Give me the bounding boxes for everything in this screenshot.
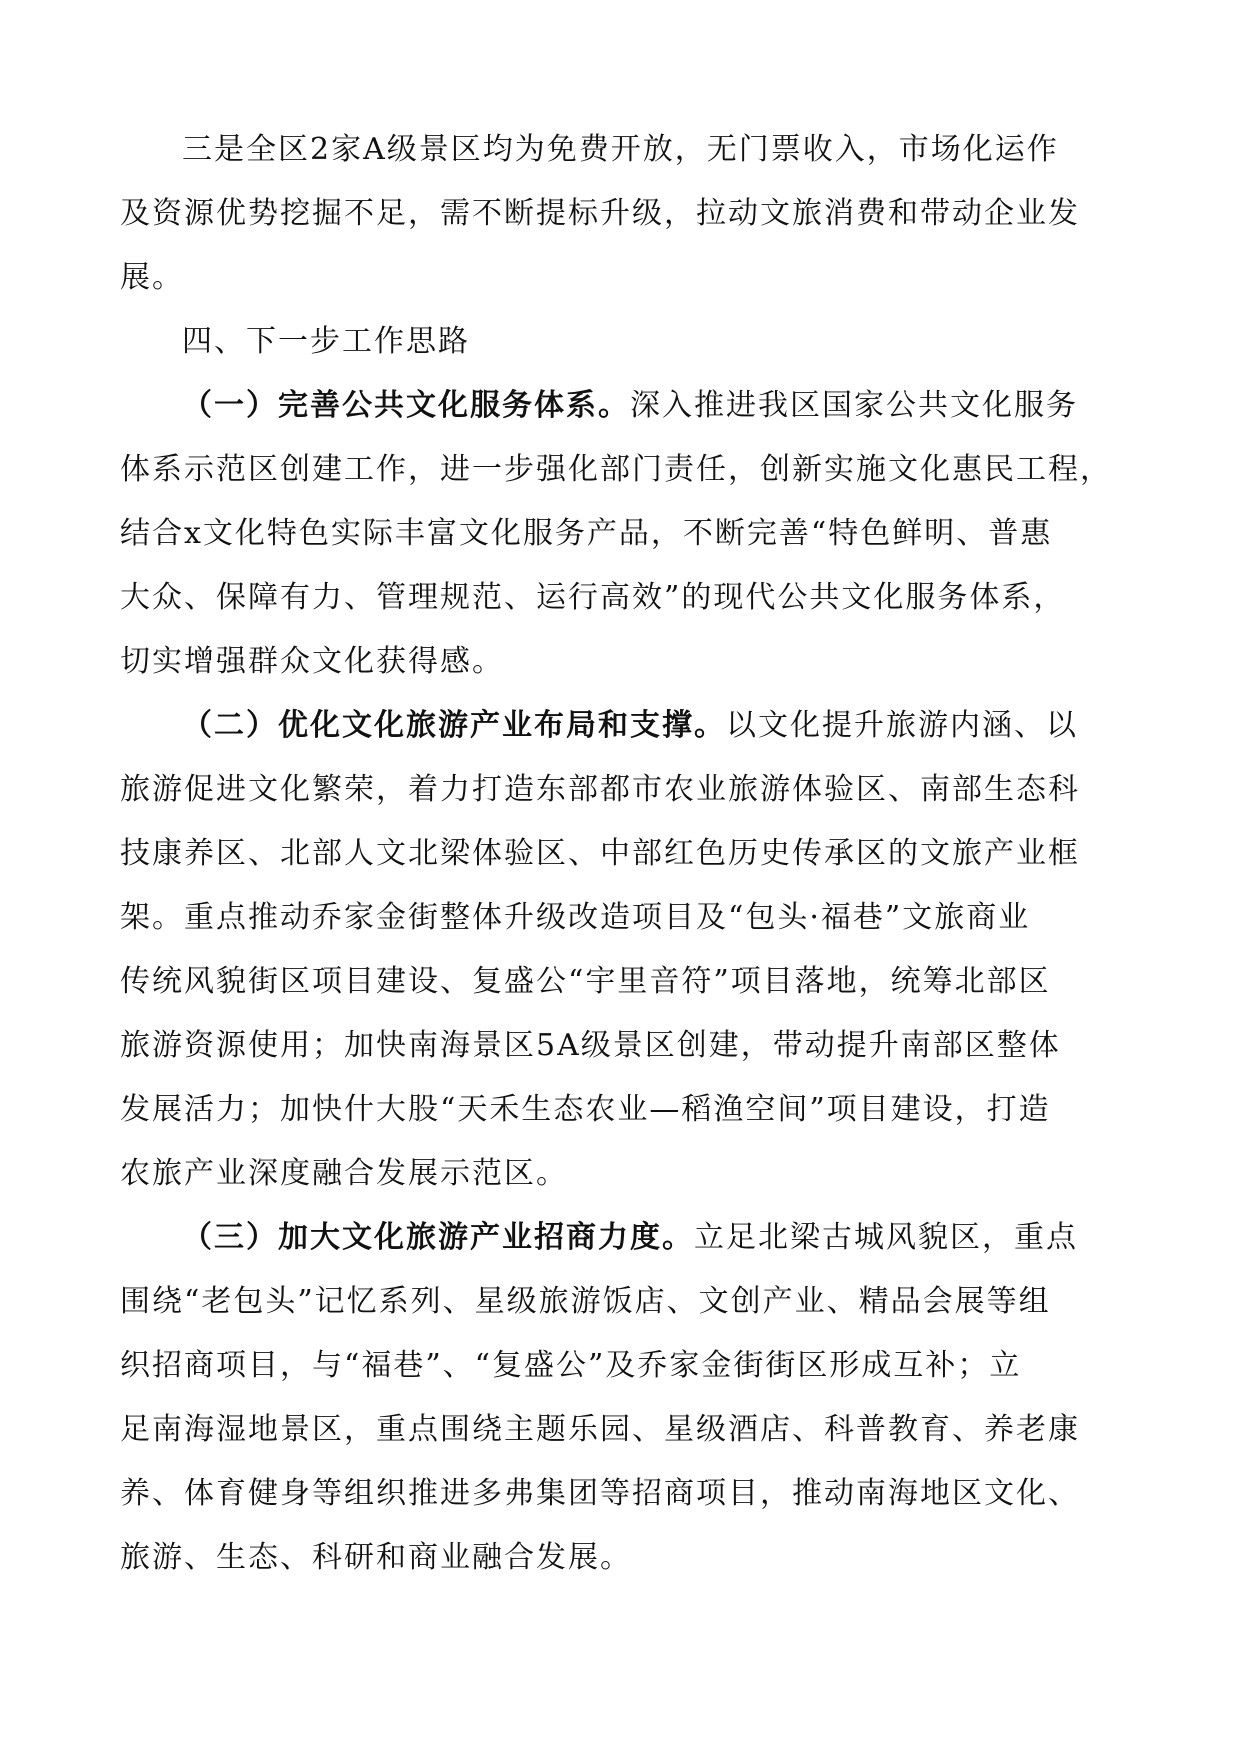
text-line: 架。重点推动乔家金街整体升级改造项目及“包头·福巷”文旅商业: [120, 900, 1031, 935]
item-first-line: [120, 374, 1130, 438]
item-first-line: [120, 694, 1130, 758]
section-heading: 四、下一步工作思路: [182, 324, 470, 359]
text-line: 体系示范区创建工作，进一步强化部门责任，创新实施文化惠民工程，: [120, 452, 1112, 487]
text-line: 大众、保障有力、管理规范、运行高效”的现代公共文化服务体系，: [120, 580, 1066, 615]
text-line: 结合x文化特色实际丰富文化服务产品，不断完善“特色鲜明、普惠: [120, 516, 1053, 551]
item-text: 以文化提升旅游内涵、以: [726, 708, 1078, 743]
text-line: 农旅产业深度融合发展示范区。: [120, 1156, 568, 1191]
item-title: （三）加大文化旅游产业招商力度。: [182, 1220, 694, 1255]
item-first-line: [120, 1206, 1130, 1270]
text-line: 旅游促进文化繁荣，着力打造东部都市农业旅游体验区、南部生态科: [120, 772, 1080, 807]
item-text: 深入推进我区国家公共文化服务: [630, 388, 1078, 423]
text-line: 展。: [120, 260, 184, 295]
text-line: 旅游资源使用；加快南海景区5A级景区创建，带动提升南部区整体: [120, 1028, 1061, 1063]
text-line: 足南海湿地景区，重点围绕主题乐园、星级酒店、科普教育、养老康: [120, 1412, 1080, 1447]
paragraph-scenic-spots: [120, 118, 1130, 310]
item-text: 立足北梁古城风貌区，重点: [694, 1220, 1078, 1255]
item-investment: [120, 1206, 1130, 1590]
item-tourism-layout: [120, 694, 1130, 1206]
document-body: [120, 118, 1130, 1590]
item-public-culture: [120, 374, 1130, 694]
item-title: （二）优化文化旅游产业布局和支撑。: [182, 708, 726, 743]
text-line: 养、体育健身等组织推进多弗集团等招商项目，推动南海地区文化、: [120, 1476, 1080, 1511]
text-line: 及资源优势挖掘不足，需不断提标升级，拉动文旅消费和带动企业发: [120, 196, 1080, 231]
text-line: 织招商项目，与“福巷”、“复盛公”及乔家金街街区形成互补；立: [120, 1348, 1022, 1383]
text-line: 技康养区、北部人文北梁体验区、中部红色历史传承区的文旅产业框: [120, 836, 1080, 871]
text-line: 旅游、生态、科研和商业融合发展。: [120, 1540, 632, 1575]
text-line: 传统风貌街区项目建设、复盛公“宇里音符”项目落地，统筹北部区: [120, 964, 1051, 999]
text-line: 三是全区2家A级景区均为免费开放，无门票收入，市场化运作: [182, 132, 1059, 167]
text-line: 切实增强群众文化获得感。: [120, 644, 504, 679]
text-line: 围绕“老包头”记忆系列、星级旅游饭店、文创产业、精品会展等组: [120, 1284, 1051, 1319]
text-line: 发展活力；加快什大股“天禾生态农业—稻渔空间”项目建设，打造: [120, 1092, 1051, 1127]
item-title: （一）完善公共文化服务体系。: [182, 388, 630, 423]
